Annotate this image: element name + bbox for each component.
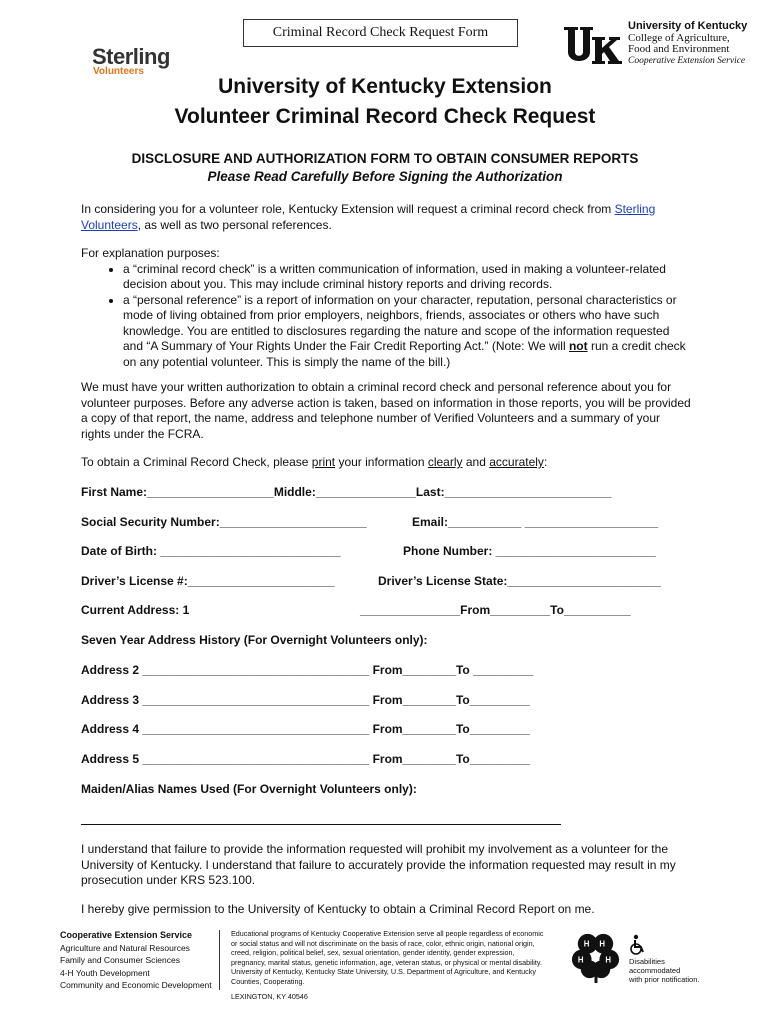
footer-eeo: Educational programs of Kentucky Cooperative Extension serve all people regardless of economic or social status and will not discriminate on the basis of race, color, ethnic origin, national origin, creed, religion, political belief, sex, sexual orientation, gender identity, gender expression, pregnancy, marital status, genetic information, age, veteran status, or physical or mental disability. University of Kentucky, Kentucky State University, U.S. Department of Agriculture, and Kentucky Counties, Cooperating. LEXINGTON, KY 40546: [231, 929, 544, 1001]
form-title-box: Criminal Record Check Request Form: [243, 19, 518, 47]
bullet-criminal-record: • a “criminal record check” is a written communication of information, used in making a volunteer-related decision about you. This may include criminal history reports and driving records.: [123, 262, 691, 293]
obtain-instructions: To obtain a Criminal Record Check, please print your information clearly and accurately:: [81, 455, 548, 469]
svg-text:H: H: [577, 955, 584, 965]
current-address-dates[interactable]: _______________From_________To__________: [360, 603, 631, 617]
explanation-section: For explanation purposes: • a “criminal record check” is a written communication of information, used in making a volunteer-related decision about you. This may include criminal history reports and driving records. • a “personal reference” is a report of information on your character, reputation, personal characteristics or mode of living obtained from prior employers, neighbors, friends, associates or others who have such knowledge. You are entitled to disclosures regarding the nature and scope of the information requested and “A Summary of Your Rights Under the Fair Credit Reporting Act.” (Note: We will not run a credit check on any potential volunteer. This is simply the name of the bill.): [81, 246, 691, 370]
understand-paragraph: I understand that failure to provide the information requested will prohibit my involvement as a volunteer for the University of Kentucky. I understand that failure to accurately provide the information requested may result in my prosecution under KRS 523.100.: [81, 842, 676, 887]
accessibility-icon: [628, 934, 646, 956]
uk-college-text: University of Kentucky College of Agriculture, Food and Environment Cooperative Extension Service: [628, 20, 748, 66]
disabilities-note: Disabilities accommodated with prior notification.: [629, 957, 700, 984]
4h-clover-icon: [568, 930, 623, 985]
name-fields[interactable]: First Name:___________________Middle:_______________Last:_________________________: [81, 485, 612, 499]
address-4-field[interactable]: Address 4 __________________________________ From________To_________: [81, 722, 530, 736]
phone-field[interactable]: Phone Number: ________________________: [403, 544, 656, 558]
drivers-license-state-field[interactable]: Driver’s License State:_______________________: [378, 574, 661, 588]
uk-logo-icon: [562, 23, 622, 68]
address-5-field[interactable]: Address 5 __________________________________ From________To_________: [81, 752, 530, 766]
maiden-names-line[interactable]: [81, 824, 561, 825]
sterling-logo: Sterling: [92, 44, 170, 69]
svg-text:H: H: [605, 955, 611, 965]
disclosure-heading: DISCLOSURE AND AUTHORIZATION FORM TO OBTAIN CONSUMER REPORTS: [131, 151, 639, 166]
intro-paragraph: In considering you for a volunteer role, Kentucky Extension will request a criminal record check from Sterling Volunteers, as well as two personal references.: [81, 202, 656, 232]
email-field[interactable]: Email:___________ ____________________: [412, 515, 659, 529]
sterling-logo-sub: Volunteers: [93, 66, 144, 77]
page-title-line2: Volunteer Criminal Record Check Request: [174, 105, 596, 128]
sterling-link[interactable]: Sterling Volunteers: [81, 202, 656, 232]
page-title: University of Kentucky Extension: [218, 75, 552, 98]
read-carefully-heading: Please Read Carefully Before Signing the Authorization: [207, 169, 563, 184]
svg-text:H: H: [583, 939, 590, 949]
svg-text:H: H: [599, 939, 606, 949]
footer-programs: Cooperative Extension Service Agriculture and Natural Resources Family and Consumer Sciences 4-H Youth Development Community and Economic Development: [60, 930, 212, 990]
bullet-personal-reference: • a “personal reference” is a report of information on your character, reputation, personal characteristics or mode of living obtained from prior employers, neighbors, friends, associates or others who have such knowledge. You are entitled to disclosures regarding the nature and scope of the information requested and “A Summary of Your Rights Under the Fair Credit Reporting Act.” (Note: We will not run a credit check on any potential volunteer. This is simply the name of the bill.): [123, 293, 691, 371]
permission-statement: I hereby give permission to the University of Kentucky to obtain a Criminal Record Report on me.: [81, 902, 595, 916]
dob-field[interactable]: Date of Birth: ___________________________: [81, 544, 341, 558]
address-3-field[interactable]: Address 3 __________________________________ From________To_________: [81, 693, 530, 707]
ssn-field[interactable]: Social Security Number:______________________: [81, 515, 367, 529]
address-2-field[interactable]: Address 2 __________________________________ From________To _________: [81, 663, 534, 677]
authorization-paragraph: We must have your written authorization to obtain a criminal record check and personal reference about you for volunteer purposes. Before any adverse action is taken, based on information in those reports, you will be provided a copy of that report, the name, address and telephone number of Verified Volunteers and a summary of your rights under the FCRA.: [81, 380, 691, 441]
drivers-license-field[interactable]: Driver’s License #:______________________: [81, 574, 335, 588]
current-address-label: Current Address: 1: [81, 603, 190, 617]
footer-divider: [219, 930, 220, 990]
address-history-heading: Seven Year Address History (For Overnight Volunteers only):: [81, 633, 428, 647]
maiden-names-heading: Maiden/Alias Names Used (For Overnight Volunteers only):: [81, 782, 417, 796]
